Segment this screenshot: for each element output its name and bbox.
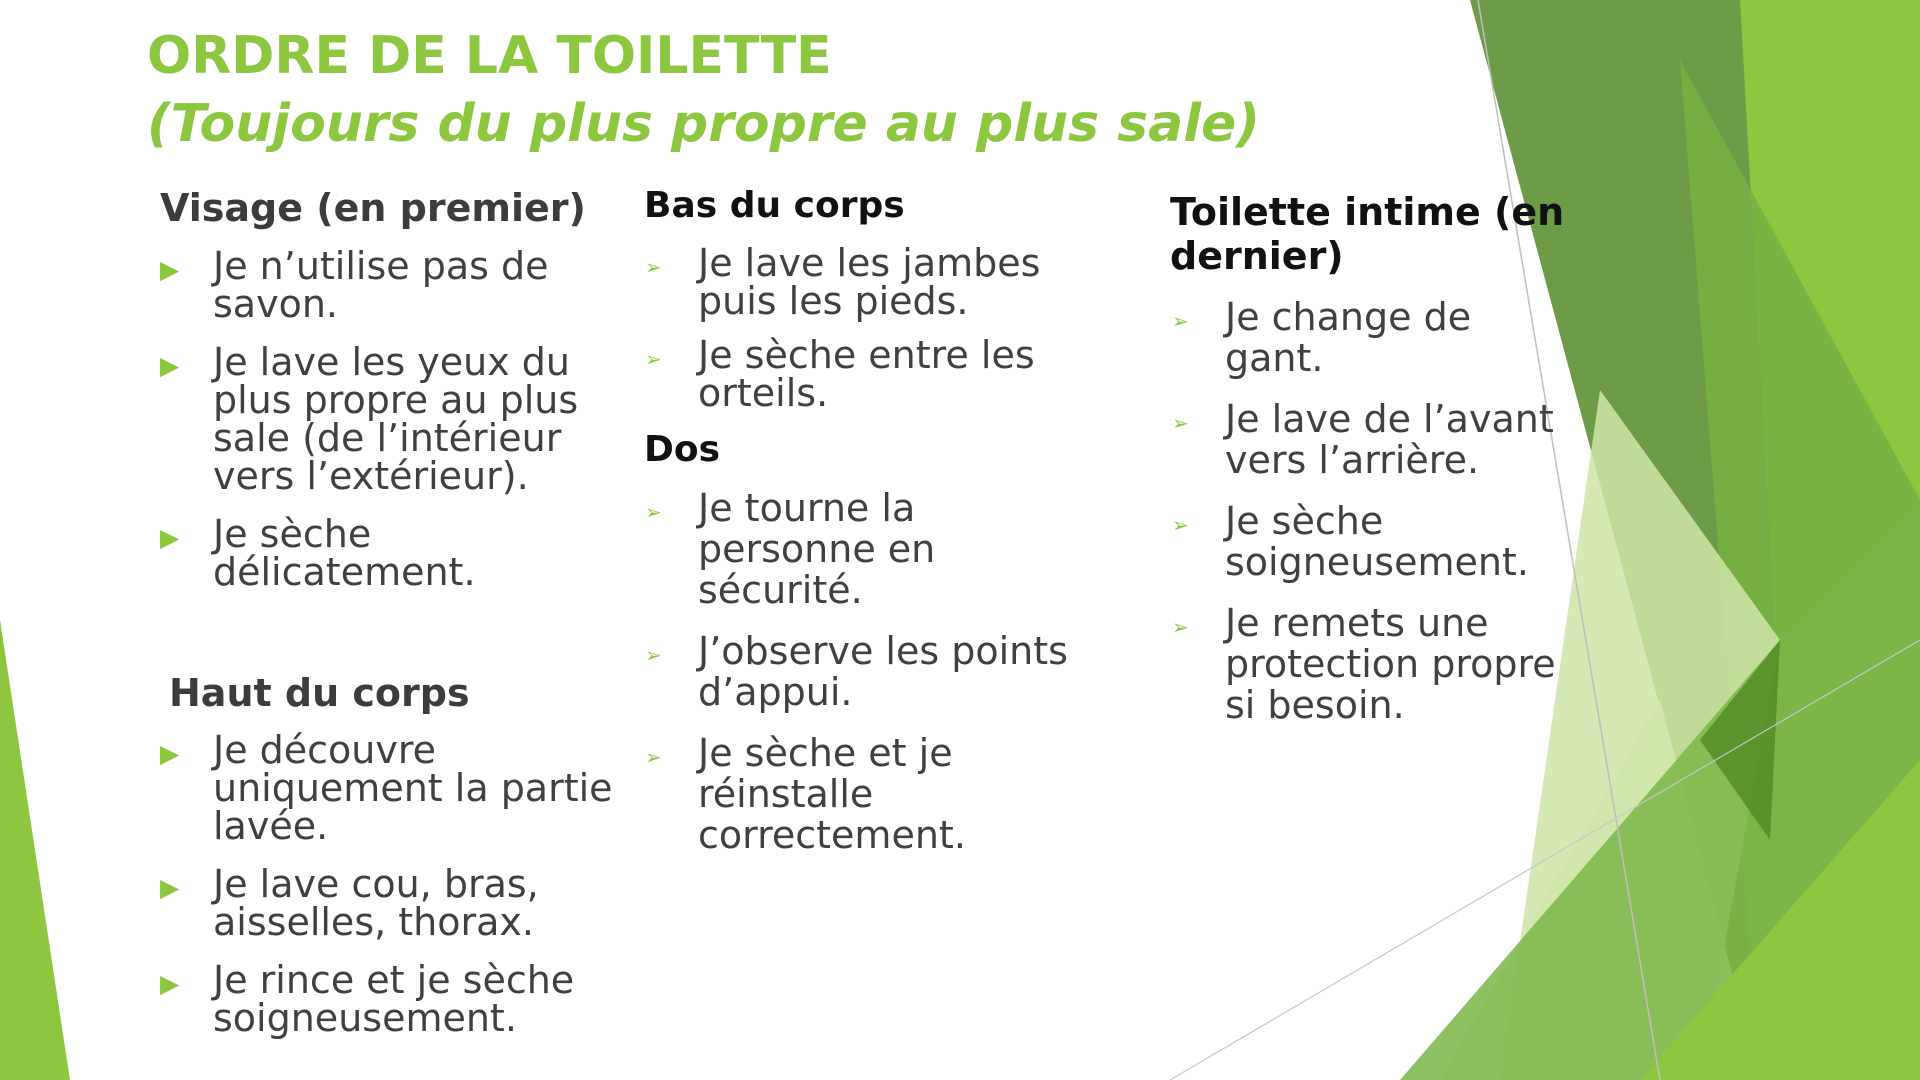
list-item <box>160 862 620 944</box>
chevron-arrow-bullet-icon: ➢ <box>1172 411 1189 435</box>
heading-haut-du-corps: Haut du corps <box>169 671 470 715</box>
chevron-arrow-bullet-icon: ➢ <box>645 745 662 769</box>
chevron-arrow-bullet-icon: ➢ <box>645 347 662 371</box>
list-item <box>160 244 600 326</box>
list-item <box>160 728 620 848</box>
list-dos <box>645 488 1095 876</box>
heading-bas-du-corps: Bas du corps <box>644 185 905 226</box>
triangle-bullet-icon: ▶ <box>160 255 180 284</box>
list-item <box>645 241 1085 323</box>
list-visage <box>160 244 600 611</box>
chevron-arrow-bullet-icon: ➢ <box>645 255 662 279</box>
left-green-sliver <box>0 620 70 1080</box>
title-line-1: ORDRE DE LA TOILETTE <box>147 26 832 86</box>
list-item-text: Je sèche et je réinstalle correctement. <box>698 731 966 857</box>
heading-visage: Visage (en premier) <box>160 186 586 230</box>
list-item-text: Je lave de l’avant vers l’arrière. <box>1225 397 1554 482</box>
list-item <box>160 512 600 594</box>
list-item <box>1172 297 1572 379</box>
list-item <box>645 333 1085 415</box>
list-item <box>645 488 1095 611</box>
list-item <box>1172 603 1572 726</box>
triangle-bullet-icon: ▶ <box>160 969 180 998</box>
list-item-text: Je sèche délicatement. <box>213 512 476 594</box>
list-item-text: Je tourne la personne en sécurité. <box>698 486 936 612</box>
chevron-arrow-bullet-icon: ➢ <box>645 500 662 524</box>
title-line-2: (Toujours du plus propre au plus sale) <box>147 94 1261 154</box>
list-toilette-intime <box>1172 297 1572 746</box>
triangle-bullet-icon: ▶ <box>160 739 180 768</box>
list-item-text: Je sèche soigneusement. <box>1225 499 1529 584</box>
list-item-text: Je change de gant. <box>1225 295 1472 380</box>
list-item-text: Je rince et je sèche soigneusement. <box>213 958 575 1040</box>
list-item-text: Je n’utilise pas de savon. <box>213 244 549 326</box>
list-item <box>1172 399 1572 481</box>
triangle-bullet-icon: ▶ <box>160 523 180 552</box>
slide-title <box>147 22 1260 158</box>
list-item-text: Je découvre uniquement la partie lavée. <box>213 728 613 848</box>
chevron-arrow-bullet-icon: ➢ <box>1172 309 1189 333</box>
list-item <box>160 340 600 498</box>
list-item-text: Je lave les jambes puis les pieds. <box>698 241 1041 323</box>
list-haut-du-corps <box>160 728 620 1057</box>
list-item <box>645 733 1095 856</box>
chevron-arrow-bullet-icon: ➢ <box>645 643 662 667</box>
list-item-text: Je sèche entre les orteils. <box>698 333 1035 415</box>
chevron-arrow-bullet-icon: ➢ <box>1172 513 1189 537</box>
list-item <box>1172 501 1572 583</box>
list-item-text: Je lave les yeux du plus propre au plus sale (de l’intérieur vers l’extérieur). <box>213 340 579 498</box>
list-item-text: J’observe les points d’appui. <box>698 629 1068 714</box>
heading-dos: Dos <box>644 429 721 470</box>
list-item-text: Je remets une protection propre si besoin. <box>1225 601 1556 727</box>
list-bas-du-corps <box>645 241 1085 428</box>
triangle-bullet-icon: ▶ <box>160 351 180 380</box>
list-item <box>645 631 1095 713</box>
list-item <box>160 958 620 1040</box>
chevron-arrow-bullet-icon: ➢ <box>1172 615 1189 639</box>
heading-toilette-intime: Toilette intime (en dernier) <box>1170 190 1565 278</box>
triangle-bullet-icon: ▶ <box>160 873 180 902</box>
list-item-text: Je lave cou, bras, aisselles, thorax. <box>213 862 539 944</box>
